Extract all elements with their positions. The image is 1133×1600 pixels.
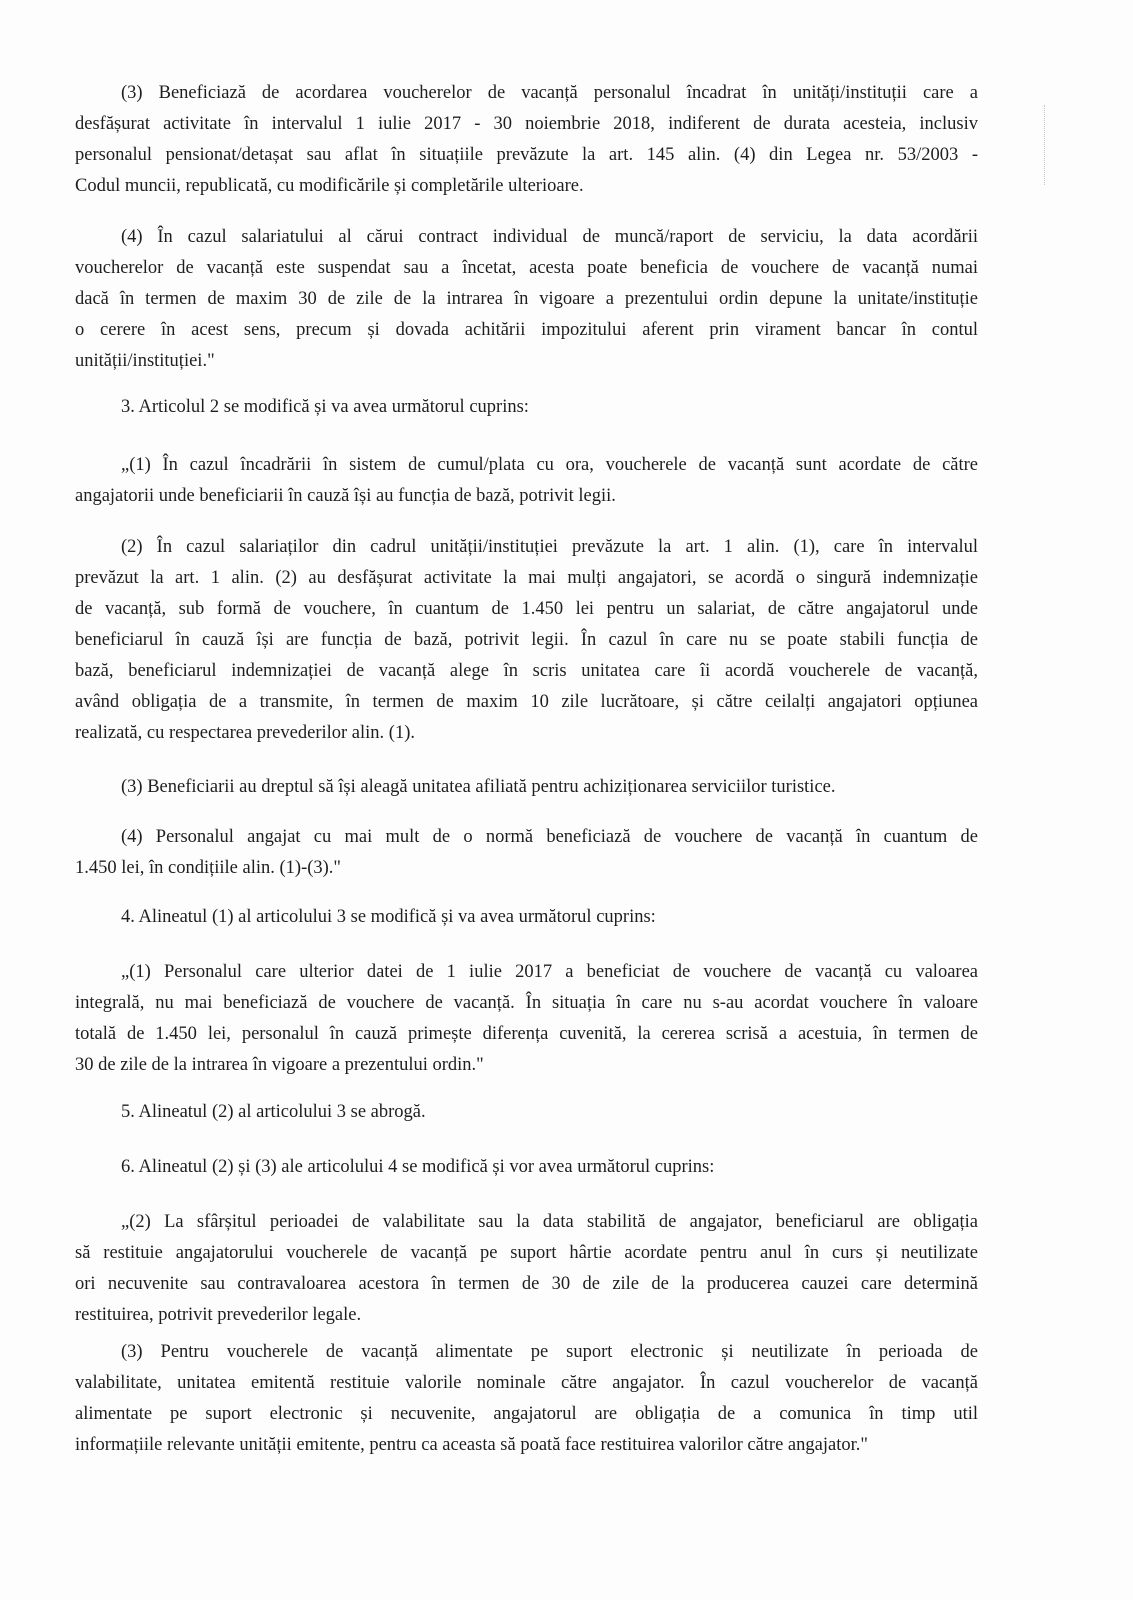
- paragraph-line: totală de 1.450 lei, personalul în cauză primește diferența cuvenită, la cererea scrisă a acestuia, în termen de: [75, 1024, 978, 1044]
- paragraph-line: 6. Alineatul (2) și (3) ale articolului 4 se modifică și vor avea următorul cuprins:: [121, 1157, 715, 1177]
- paragraph-line: 5. Alineatul (2) al articolului 3 se abrogă.: [121, 1102, 426, 1122]
- paragraph-line: 4. Alineatul (1) al articolului 3 se modifică și va avea următorul cuprins:: [121, 907, 656, 927]
- paragraph: [75, 1152, 978, 1183]
- paragraph-line: „(1) Personalul care ulterior datei de 1 iulie 2017 a beneficiat de vouchere de vacanță cu valoarea: [121, 962, 978, 982]
- paragraph-line: integrală, nu mai beneficiază de vouchere de vacanță. În situația în care nu s-au acordat vouchere în valoare: [75, 993, 978, 1013]
- paragraph-line: (3) Beneficiază de acordarea voucherelor de vacanță personalul încadrat în unități/instituții care a: [121, 83, 978, 103]
- paragraph-line: valabilitate, unitatea emitentă restituie valorile nominale către angajator. În cazul voucherelor de vacanță: [75, 1373, 978, 1393]
- paragraph: [75, 1337, 978, 1461]
- paragraph-line: informațiile relevante unității emitente, pentru ca aceasta să poată face restituirea valorilor către angajator.": [75, 1435, 868, 1455]
- paragraph: [75, 1097, 978, 1128]
- paragraph-line: o cerere în acest sens, precum și dovada achitării impozitului aferent prin virament bancar în contul: [75, 320, 978, 340]
- paragraph-line: personalul pensionat/detașat sau aflat în situațiile prevăzute la art. 145 alin. (4) din Legea nr. 53/2003 -: [75, 145, 978, 165]
- paragraph-line: (4) Personalul angajat cu mai mult de o normă beneficiază de vouchere de vacanță în cuantum de: [121, 827, 978, 847]
- paragraph-line: 3. Articolul 2 se modifică și va avea următorul cuprins:: [121, 397, 529, 417]
- paragraph: [75, 772, 978, 803]
- paragraph-line: alimentate pe suport electronic și necuvenite, angajatorul are obligația de a comunica în timp util: [75, 1404, 978, 1424]
- paragraph-line: bază, beneficiarul indemnizației de vacanță alege în scris unitatea care îi acordă voucherele de vacanță,: [75, 661, 978, 681]
- paragraph-line: să restituie angajatorului voucherele de vacanță pe suport hârtie acordate pentru anul în curs și neutilizate: [75, 1243, 978, 1263]
- paragraph-line: (4) În cazul salariatului al cărui contract individual de muncă/raport de serviciu, la data acordării: [121, 227, 978, 247]
- paragraph-line: (3) Pentru voucherele de vacanță alimentate pe suport electronic și neutilizate în perioada de: [121, 1342, 978, 1362]
- paragraph-line: ori necuvenite sau contravaloarea acestora în termen de 30 de zile de la producerea cauzei care determină: [75, 1274, 978, 1294]
- paragraph: [75, 822, 978, 884]
- paragraph: [75, 222, 978, 377]
- paragraph-line: unității/instituției.": [75, 351, 215, 371]
- paragraph-line: dacă în termen de maxim 30 de zile de la intrarea în vigoare a prezentului ordin depune la unitate/instituție: [75, 289, 978, 309]
- paragraph-line: (2) În cazul salariaților din cadrul unității/instituției prevăzute la art. 1 alin. (1), care în intervalul: [121, 537, 978, 557]
- paragraph: [75, 1207, 978, 1331]
- paragraph-line: prevăzut la art. 1 alin. (2) au desfășurat activitate la mai mulți angajatori, se acordă o singură indemnizație: [75, 568, 978, 588]
- paragraph-line: de vacanță, sub formă de vouchere, în cuantum de 1.450 lei pentru un salariat, de către angajatorul unde: [75, 599, 978, 619]
- paragraph-line: 1.450 lei, în condițiile alin. (1)-(3).": [75, 858, 341, 878]
- paragraph-line: „(1) În cazul încadrării în sistem de cumul/plata cu ora, voucherele de vacanță sunt acordate de către: [121, 455, 978, 475]
- paragraph-line: restituirea, potrivit prevederilor legale.: [75, 1305, 362, 1325]
- paragraph-line: angajatorii unde beneficiarii în cauză își au funcția de bază, potrivit legii.: [75, 486, 616, 506]
- paragraph: [75, 957, 978, 1081]
- paragraph-line: desfășurat activitate în intervalul 1 iulie 2017 - 30 noiembrie 2018, indiferent de durata acesteia, inclusiv: [75, 114, 978, 134]
- paragraph-line: realizată, cu respectarea prevederilor alin. (1).: [75, 723, 415, 743]
- paragraph-line: 30 de zile de la intrarea în vigoare a prezentului ordin.": [75, 1055, 484, 1075]
- paragraph-line: voucherelor de vacanță este suspendat sau a încetat, acesta poate beneficia de vouchere de vacanță numai: [75, 258, 978, 278]
- paragraph-line: având obligația de a transmite, în termen de maxim 10 zile lucrătoare, și către ceilalți angajatori opțiunea: [75, 692, 978, 712]
- scan-edge-mark: [1044, 105, 1046, 185]
- paragraph: [75, 78, 978, 202]
- paragraph-line: Codul muncii, republicată, cu modificările și completările ulterioare.: [75, 176, 584, 196]
- paragraph-line: „(2) La sfârșitul perioadei de valabilitate sau la data stabilită de angajator, beneficiarul are obligația: [121, 1212, 978, 1232]
- paragraph: [75, 532, 978, 749]
- paragraph-line: (3) Beneficiarii au dreptul să își aleagă unitatea afiliată pentru achiziționarea serviciilor turistice.: [121, 777, 836, 797]
- paragraph-line: beneficiarul în cauză își are funcția de bază, potrivit legii. În cazul în care nu se poate stabili funcția de: [75, 630, 978, 650]
- paragraph: [75, 902, 978, 933]
- paragraph: [75, 392, 978, 423]
- paragraph: [75, 450, 978, 512]
